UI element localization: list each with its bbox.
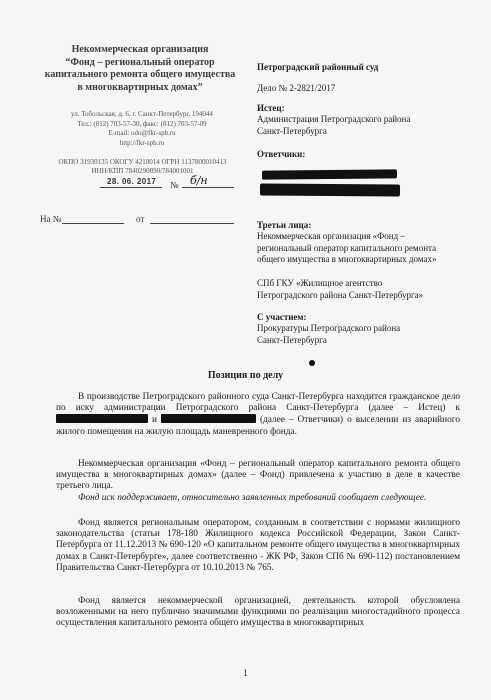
third-party-line: Петроградского района Санкт-Петербурга» (257, 289, 424, 300)
paragraph-text: и (152, 415, 157, 426)
third-party-line: региональный оператор капитального ремонта (257, 242, 437, 253)
date-stamp: 28. 06. 2017 (107, 177, 157, 186)
sender-registration-codes (40, 158, 245, 176)
sender-website-line: http://fkr-spb.ru (119, 138, 165, 147)
sender-name-line: “Фонд – региональный оператор (65, 56, 215, 68)
case-number: Дело № 2-2821/2017 (257, 83, 336, 93)
third-party-line: Некоммерческая организация «Фонд – (257, 231, 405, 241)
redacted-name (161, 414, 256, 423)
paragraph-third-party: Некоммерческая организация «Фонд – региональный оператор капитального ремонта общего имущества в многоквартирных домах» (далее – Фонд) привлечена к участию в деле в качестве третьего лица. (56, 459, 460, 492)
sender-codes-line: ИНН/КПП 7840290890/784001001 (91, 167, 194, 175)
sender-address-line: ул. Тобольская, д. 6, г. Санкт-Петербург, 194044 (71, 110, 213, 118)
sender-address (52, 110, 232, 148)
handwritten-number: б/н (190, 174, 208, 187)
sender-name-line: Некоммерческая организация (71, 44, 209, 55)
court-name: Петроградский районный суд (257, 62, 379, 72)
sender-phone-line: Тел.: (812) 703-57-30, факс: (812) 703-57-09 (77, 119, 207, 128)
redacted-name (56, 414, 148, 423)
participation-line: Прокуратуры Петроградского района (257, 323, 401, 333)
redacted-defendant (260, 184, 400, 197)
third-party-housing-agency (257, 278, 477, 301)
document-title: Позиция по делу (207, 370, 284, 381)
participation-prosecutor (257, 323, 477, 346)
reply-date-underline (150, 223, 234, 224)
paragraph-position: Фонд иск поддерживает, относительно заявленных требований сообщает следующее. (78, 493, 427, 503)
redacted-defendant (262, 169, 397, 179)
reply-date-label: от (136, 214, 145, 224)
third-party-line: общего имущества в многоквартирных домах» (257, 254, 437, 264)
sender-name-line: в многоквартирных домах” (77, 81, 203, 93)
plaintiff-label: Истец: (257, 103, 285, 113)
page-number: 1 (243, 668, 248, 678)
outgoing-number-underline (182, 187, 234, 188)
sender-organization-name (40, 44, 240, 94)
third-party-line: СПб ГКУ «Жилищное агентство (257, 278, 383, 288)
plaintiff-line: Санкт-Петербурга (257, 125, 327, 136)
third-parties-label: Третьи лица: (257, 220, 312, 230)
sender-name-line: капитального ремонта общего имущества (44, 69, 236, 80)
participation-label: С участием: (257, 312, 307, 322)
paragraph-regional-operator: Фонд является региональным оператором, созданным в соответствии с нормами жилищного законодательства (статьи 178-180 Жилищного кодекса Российской Федерации, Закон Санкт-Петербурга от 11.12.2013 № 690-120 «О капитальном ремонте общего имущества в многоквартирных домах в Санкт-Петербурге», далее соответственно - ЖК РФ, Закон СПб № 690-112) постановлением Правительства Санкт-Петербурга от 10.10.2013 № 765. (56, 518, 460, 573)
third-party-fund (257, 231, 477, 266)
plaintiff-name (257, 114, 477, 137)
sender-codes-line: ОКПО 31930135 ОКОГУ 4210014 ОГРН 1137800010413 (58, 158, 227, 166)
reply-number-underline (62, 223, 124, 224)
paragraph-text: В производстве Петроградского районного суда Санкт-Петербурга находится гражданское дело по иску администрации Петроградского района Санкт-Петербурга (далее – Истец) к (56, 392, 460, 414)
paragraph-nonprofit: Фонд является некоммерческой организацией, деятельность которой обусловлена возложенными на него публично значимыми функциями по реализации многостадийного процесса осуществления капитального ремонта общего имущества в многоквартирных (56, 596, 460, 629)
plaintiff-line: Администрация Петроградского района (257, 114, 411, 124)
number-sign: № (170, 180, 179, 190)
paragraph-case-intro (56, 392, 460, 438)
ink-dot (309, 360, 315, 366)
participation-line: Санкт-Петербурга (257, 334, 327, 345)
defendants-label: Ответчики: (257, 149, 306, 159)
sender-email-line: E-mail: odo@fkr-spb.ru (108, 129, 176, 137)
paragraph-text: (далее – Ответчики) о выселении из аварийного жилого помещения на жилую площадь маневренного фонда. (56, 415, 461, 437)
date-underline (100, 187, 162, 188)
reply-to-number-label: На № (40, 214, 62, 224)
